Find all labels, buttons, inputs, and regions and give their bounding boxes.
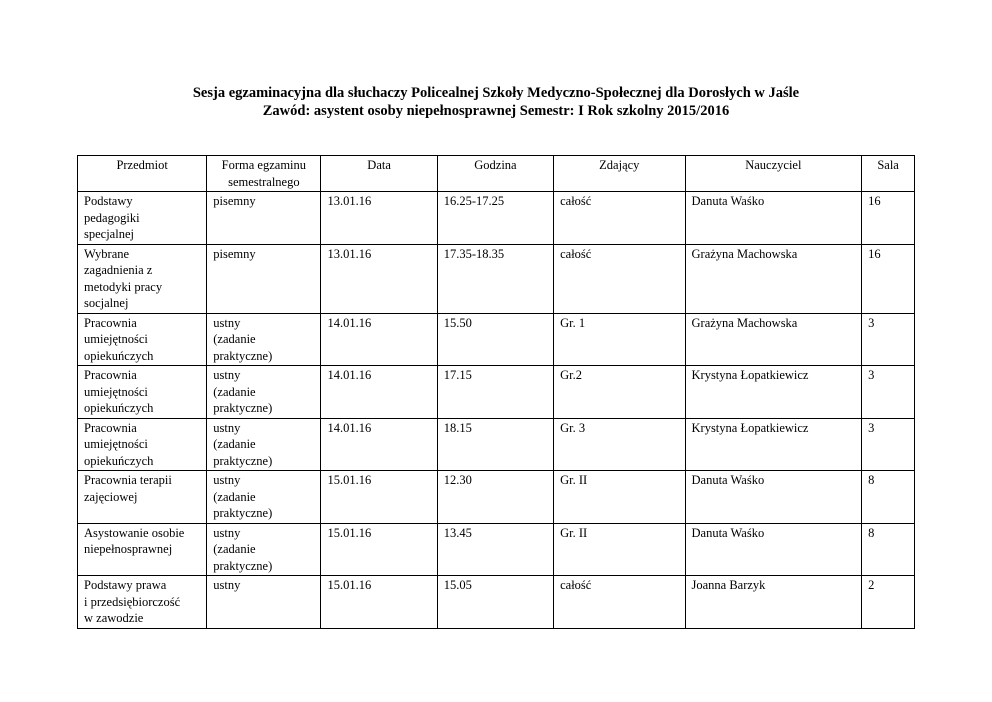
cell-room: 8 [862, 471, 915, 524]
exam-schedule-table [77, 155, 915, 629]
cell-exam-form: ustny (zadanie praktyczne) [207, 471, 321, 524]
cell-time: 17.15 [437, 366, 553, 419]
cell-examinees: całość [554, 244, 685, 313]
cell-time: 18.15 [437, 418, 553, 471]
cell-examinees: Gr. 3 [554, 418, 685, 471]
cell-teacher: Joanna Barzyk [685, 576, 862, 629]
cell-exam-form: ustny (zadanie praktyczne) [207, 366, 321, 419]
cell-teacher: Grażyna Machowska [685, 244, 862, 313]
cell-teacher: Danuta Waśko [685, 192, 862, 245]
cell-subject: Pracownia umiejętności opiekuńczych [78, 418, 207, 471]
cell-examinees: całość [554, 576, 685, 629]
cell-date: 14.01.16 [321, 366, 437, 419]
cell-room: 16 [862, 192, 915, 245]
cell-date: 14.01.16 [321, 418, 437, 471]
table-row [78, 313, 915, 366]
cell-subject: Wybrane zagadnienia z metodyki pracy socjalnej [78, 244, 207, 313]
document-title [0, 84, 992, 120]
cell-subject: Pracownia umiejętności opiekuńczych [78, 366, 207, 419]
cell-time: 16.25-17.25 [437, 192, 553, 245]
header-examinees: Zdający [554, 156, 685, 192]
header-exam-form: Forma egzaminu semestralnego [207, 156, 321, 192]
table-row [78, 244, 915, 313]
header-time: Godzina [437, 156, 553, 192]
table-row [78, 576, 915, 629]
cell-date: 15.01.16 [321, 471, 437, 524]
cell-time: 17.35-18.35 [437, 244, 553, 313]
cell-room: 3 [862, 418, 915, 471]
cell-date: 13.01.16 [321, 244, 437, 313]
cell-exam-form: pisemny [207, 192, 321, 245]
cell-time: 12.30 [437, 471, 553, 524]
table-header-row [78, 156, 915, 192]
cell-room: 16 [862, 244, 915, 313]
cell-examinees: Gr. 1 [554, 313, 685, 366]
cell-examinees: Gr.2 [554, 366, 685, 419]
cell-date: 14.01.16 [321, 313, 437, 366]
table-row [78, 192, 915, 245]
cell-subject: Podstawy prawa i przedsiębiorczość w zawodzie [78, 576, 207, 629]
cell-teacher: Danuta Waśko [685, 471, 862, 524]
cell-subject: Asystowanie osobie niepełnosprawnej [78, 523, 207, 576]
cell-exam-form: pisemny [207, 244, 321, 313]
cell-exam-form: ustny (zadanie praktyczne) [207, 313, 321, 366]
header-room: Sala [862, 156, 915, 192]
cell-exam-form: ustny [207, 576, 321, 629]
cell-teacher: Grażyna Machowska [685, 313, 862, 366]
cell-teacher: Krystyna Łopatkiewicz [685, 366, 862, 419]
header-teacher: Nauczyciel [685, 156, 862, 192]
cell-room: 2 [862, 576, 915, 629]
cell-time: 15.05 [437, 576, 553, 629]
cell-room: 3 [862, 366, 915, 419]
cell-subject: Pracownia umiejętności opiekuńczych [78, 313, 207, 366]
cell-teacher: Danuta Waśko [685, 523, 862, 576]
cell-exam-form: ustny (zadanie praktyczne) [207, 523, 321, 576]
table-row [78, 366, 915, 419]
title-line-1: Sesja egzaminacyjna dla słuchaczy Policealnej Szkoły Medyczno-Społecznej dla Dorosłych w Jaśle [192, 85, 800, 101]
cell-examinees: całość [554, 192, 685, 245]
cell-subject: Podstawy pedagogiki specjalnej [78, 192, 207, 245]
cell-subject: Pracownia terapii zajęciowej [78, 471, 207, 524]
cell-date: 13.01.16 [321, 192, 437, 245]
cell-teacher: Krystyna Łopatkiewicz [685, 418, 862, 471]
table-row [78, 471, 915, 524]
cell-time: 13.45 [437, 523, 553, 576]
table-row [78, 523, 915, 576]
header-date: Data [321, 156, 437, 192]
cell-examinees: Gr. II [554, 523, 685, 576]
table-row [78, 418, 915, 471]
cell-exam-form: ustny (zadanie praktyczne) [207, 418, 321, 471]
cell-time: 15.50 [437, 313, 553, 366]
cell-examinees: Gr. II [554, 471, 685, 524]
cell-date: 15.01.16 [321, 523, 437, 576]
cell-room: 8 [862, 523, 915, 576]
cell-room: 3 [862, 313, 915, 366]
cell-date: 15.01.16 [321, 576, 437, 629]
header-subject: Przedmiot [78, 156, 207, 192]
title-line-2: Zawód: asystent osoby niepełnosprawnej Semestr: I Rok szkolny 2015/2016 [262, 103, 730, 119]
